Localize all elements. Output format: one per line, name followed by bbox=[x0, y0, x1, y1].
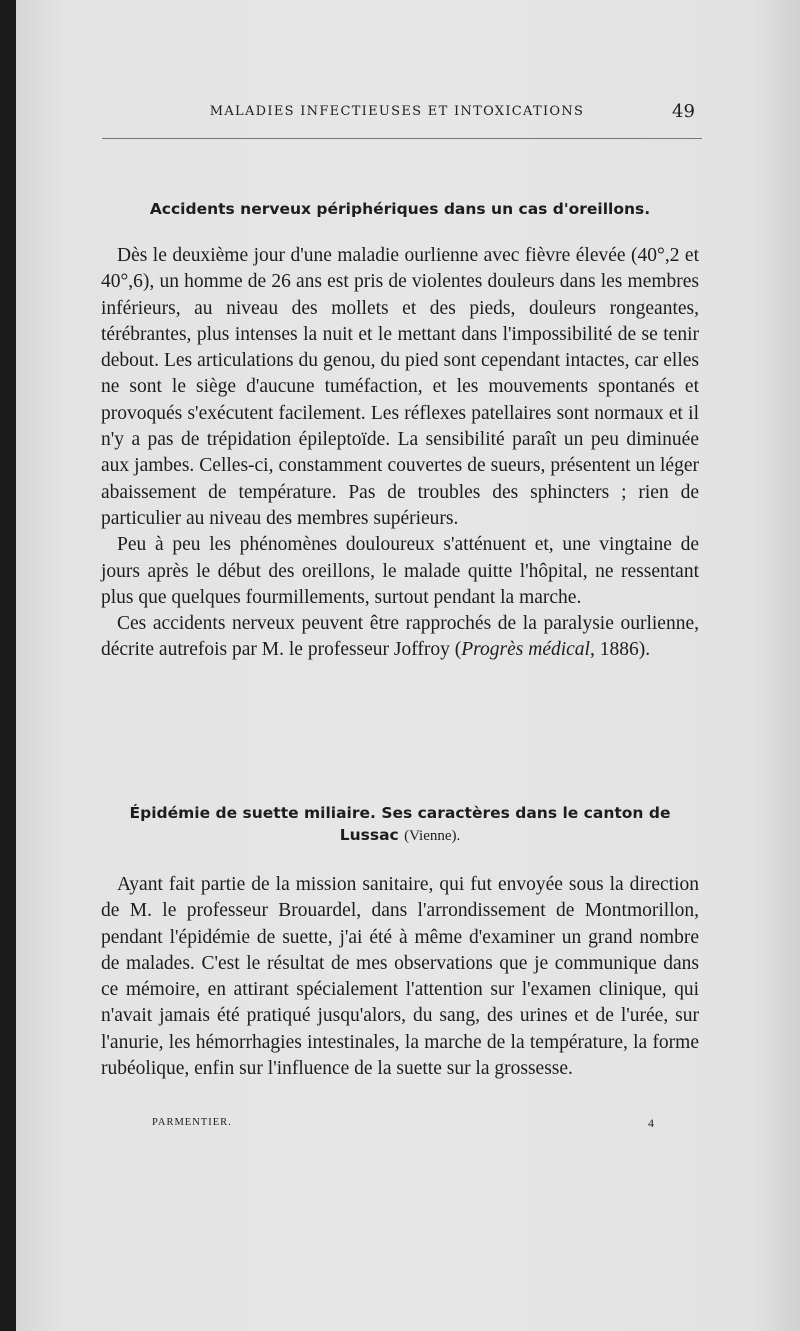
place-department: (Vienne). bbox=[404, 828, 461, 844]
section-title-line bbox=[100, 826, 700, 845]
paragraph: Dès le deuxième jour d'une maladie ourlienne avec fièvre élevée (40°,2 et 40°,6), un homme de 26 ans est pris de violentes douleurs dans les membres inférieurs, au niveau des mollets et des pieds, douleurs rongeantes, térébrantes, plus intenses la nuit et le mettant dans l'impossibilité de se tenir debout. Les articulations du genou, du pied sont cependant intactes, car elles ne sont le siège d'aucune tuméfaction, et les mouvements spontanés et provoqués s'exécutent facilement. Les réflexes patellaires sont normaux et il n'y a pas de trépidation épileptoïde. La sensibilité paraît un peu diminuée aux jambes. Celles-ci, constamment couvertes de sueurs, présentent un léger abaissement de température. Pas de troubles des sphincters ; rien de particulier au niveau des membres supérieurs. bbox=[101, 245, 699, 529]
header-rule bbox=[102, 138, 702, 139]
footer-author: PARMENTIER. bbox=[152, 1117, 232, 1128]
paragraph: Ayant fait partie de la mission sanitaire, qui fut envoyée sous la direction de M. le professeur Brouardel, dans l'arrondissement de Montmorillon, pendant l'épidémie de suette, j'ai été à même d'examiner un grand nombre de malades. C'est le résultat de mes observations que je communique dans ce mémoire, en attirant spécialement l'attention sur l'examen clinique, qui n'avait jamais été pratiqué jusqu'alors, du sang, des urines et de l'urée, sur l'anurie, les hémorrhagies intestinales, la marche de la température, la forme rubéolique, enfin sur l'influence de la suette sur la grossesse. bbox=[101, 874, 699, 1080]
section-title-suette bbox=[100, 804, 700, 845]
section-body-suette bbox=[101, 872, 699, 1082]
paragraph bbox=[101, 611, 699, 664]
paragraph-text: Ces accidents nerveux peuvent être rapprochés de la paralysie ourlienne, décrite autrefois par M. le professeur Joffroy ( bbox=[101, 613, 699, 661]
place-name: Lussac bbox=[339, 826, 399, 844]
section-title-line: Épidémie de suette miliaire. Ses caractères dans le canton de bbox=[129, 804, 671, 822]
section-title-oreillons: Accidents nerveux périphériques dans un cas d'oreillons. bbox=[149, 200, 651, 218]
page-number: 49 bbox=[672, 101, 695, 122]
section-body-oreillons bbox=[101, 243, 699, 664]
paragraph-text: , 1886). bbox=[589, 639, 651, 661]
journal-title: Progrès médical bbox=[461, 639, 590, 661]
paragraph: Peu à peu les phénomènes douloureux s'atténuent et, une vingtaine de jours après le début des oreillons, le malade quitte l'hôpital, ne ressentant plus que quelques fourmillements, surtout pendant la marche. bbox=[101, 534, 699, 608]
running-header: MALADIES INFECTIEUSES ET INTOXICATIONS bbox=[209, 104, 585, 119]
footer-signature: 4 bbox=[648, 1116, 654, 1130]
